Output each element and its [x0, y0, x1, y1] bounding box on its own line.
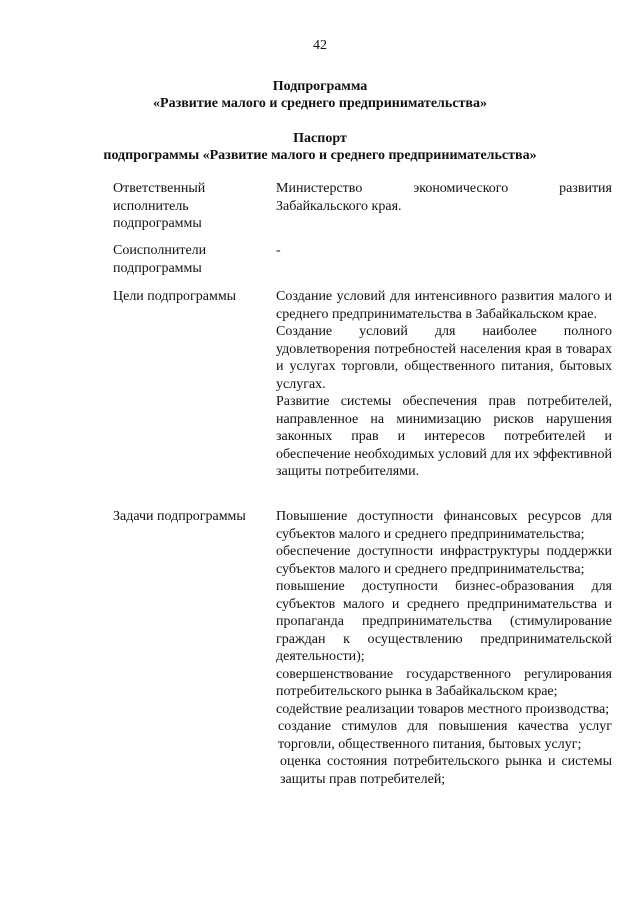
subprogram-title-line-2: «Развитие малого и среднего предпринимательства»	[153, 96, 487, 111]
label-line: Задачи подпрограммы	[113, 509, 246, 524]
row-goals	[113, 288, 613, 498]
row-executor	[113, 180, 613, 236]
row-content-tasks	[276, 508, 612, 788]
passport-title	[0, 130, 640, 164]
content-paragraph: -	[276, 243, 281, 258]
row-content-goals	[276, 288, 612, 481]
content-paragraph: оценка состояния потребительского рынка и системы защиты прав потребителей;	[280, 754, 612, 787]
passport-title-line-2: подпрограммы «Развитие малого и среднего предпринимательства»	[103, 148, 537, 163]
content-paragraph: Министерство экономического развития Забайкальского края.	[276, 181, 612, 214]
content-paragraph: совершенствование государственного регулирования потребительского рынка в Забайкальском крае;	[276, 666, 612, 699]
row-co-executors	[113, 242, 613, 280]
row-label-tasks	[113, 508, 263, 526]
label-line: Соисполнители	[113, 243, 207, 258]
label-line: подпрограммы	[113, 216, 202, 231]
row-tasks	[113, 508, 613, 838]
content-paragraph: Повышение доступности финансовых ресурсов для субъектов малого и среднего предпринимательства;	[276, 509, 612, 542]
content-paragraph: повышение доступности бизнес-образования для субъектов малого и среднего предпринимательства и пропаганда предпринимательства (стимулирование граждан к осуществлению предпринимательской деятельности);	[276, 579, 612, 664]
label-line: исполнитель	[113, 198, 189, 214]
content-paragraph: обеспечение доступности инфраструктуры поддержки субъектов малого и среднего предпринимательства;	[276, 544, 612, 577]
passport-title-line-1: Паспорт	[293, 131, 347, 146]
row-label-goals	[113, 288, 263, 306]
label-line: Ответственный	[113, 181, 206, 196]
content-paragraph: создание стимулов для повышения качества услуг торговли, общественного питания, бытовых услуг;	[278, 719, 612, 752]
row-label-co-executors	[113, 242, 263, 277]
row-label-executor	[113, 180, 263, 233]
content-paragraph: Создание условий для наиболее полного удовлетворения потребностей населения края в товарах и услугах торговли, общественного питания, бытовых услугах.	[276, 324, 612, 392]
content-paragraph: Развитие системы обеспечения прав потребителей, направленное на минимизацию рисков нарушения законных прав и интересов потребителей и обеспечение необходимых условий для их эффективной защиты потребителями.	[276, 394, 612, 479]
content-paragraph: Создание условий для интенсивного развития малого и среднего предпринимательства в Забайкальском крае.	[276, 289, 612, 322]
page-number: 42	[313, 38, 327, 53]
row-content-co-executors	[276, 242, 612, 260]
label-line: подпрограммы	[113, 260, 202, 276]
content-paragraph: содействие реализации товаров местного производства;	[276, 701, 610, 717]
subprogram-title-line-1: Подпрограмма	[272, 79, 368, 94]
row-content-executor	[276, 180, 612, 215]
subprogram-title	[0, 78, 640, 112]
label-line: Цели подпрограммы	[113, 289, 237, 304]
